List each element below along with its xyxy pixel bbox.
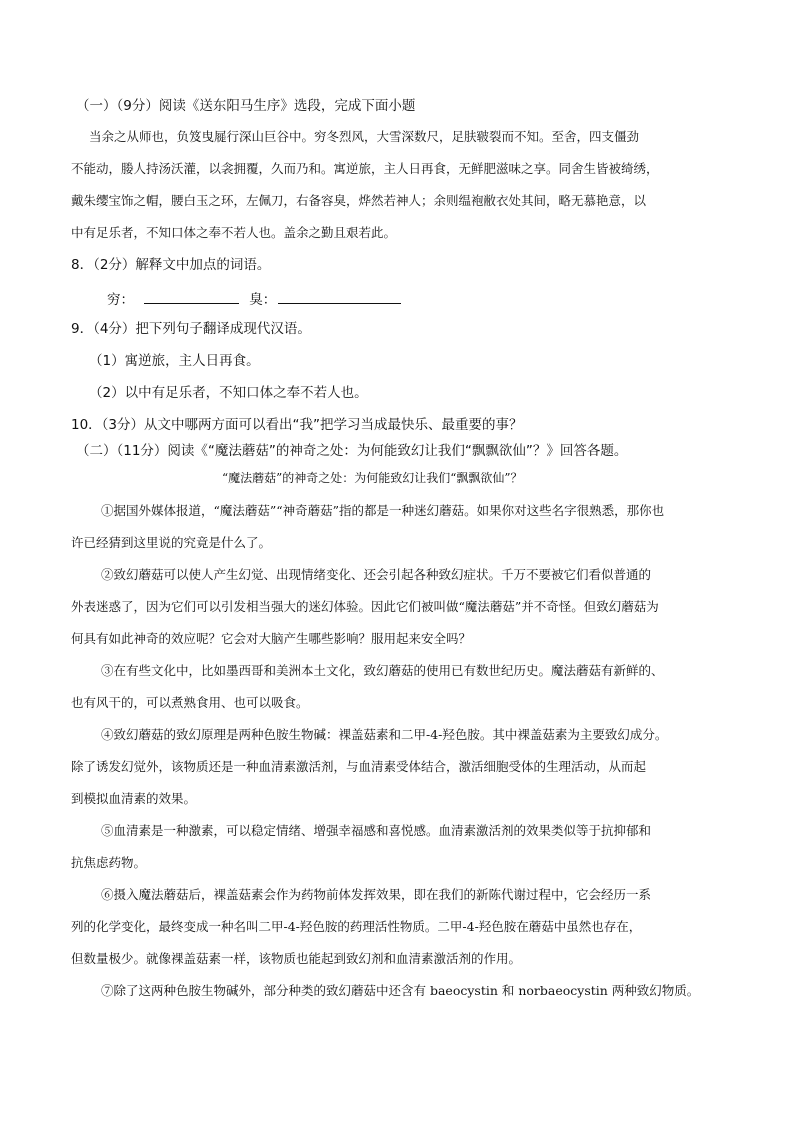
answer-blank[interactable] bbox=[144, 291, 239, 304]
article-line: 许已经猜到这里说的究竟是什么了。 bbox=[71, 535, 272, 550]
question-9-item: （1）寓逆旅，主人日再食。 bbox=[89, 353, 260, 369]
article-line: 何具有如此神奇的效应呢？它会对大脑产生哪些影响？服用起来安全吗？ bbox=[71, 631, 472, 646]
answer-blank[interactable] bbox=[278, 291, 401, 304]
term-xiu-label: 臭： bbox=[249, 292, 277, 308]
article-line: 抗焦虑药物。 bbox=[71, 855, 147, 870]
article-line: 除了诱发幻觉外，该物质还是一种血清素激活剂，与血清素受体结合，激活细胞受体的生理活动，从而起 bbox=[71, 759, 647, 774]
article-line: ④致幻蘑菇的致幻原理是两种色胺生物碱：裸盖菇素和二甲-4-羟色胺。其中裸盖菇素为主要致幻成分。 bbox=[101, 727, 668, 742]
article-title: “魔法蘑菇”的神奇之处：为何能致幻让我们“飘飘欲仙”？ bbox=[222, 471, 523, 485]
question-8: 8．（2分）解释文中加点的词语。 bbox=[71, 257, 271, 273]
term-qiong-label: 穷： bbox=[107, 292, 134, 308]
article-line: ①据国外媒体报道，“魔法蘑菇”“神奇蘑菇”指的都是一种迷幻蘑菇。如果你对这些名字很熟悉，那你也 bbox=[101, 503, 665, 518]
question-9: 9．（4分）把下列句子翻译成现代汉语。 bbox=[71, 321, 311, 337]
article-line: ⑥摄入魔法蘑菇后，裸盖菇素会作为药物前体发挥效果，即在我们的新陈代谢过程中，它会经历一系 bbox=[101, 887, 652, 902]
article-line: 到模拟血清素的效果。 bbox=[71, 791, 197, 806]
article-line: ③在有些文化中，比如墨西哥和美洲本土文化，致幻蘑菇的使用已有数世纪历史。魔法蘑菇有新鲜的、 bbox=[101, 663, 664, 678]
passage-line: 不能动，媵人持汤沃灌，以衾拥覆，久而乃和。寓逆旅，主人日再食，无鲜肥滋味之享。同舍生皆被绮绣， bbox=[71, 161, 659, 176]
article-line: ②致幻蘑菇可以使人产生幻觉、出现情绪变化、还会引起各种致幻症状。千万不要被它们看似普通的 bbox=[101, 567, 652, 582]
passage-line: 中有足乐者，不知口体之奉不若人也。盖余之勤且艰若此。 bbox=[71, 225, 397, 240]
question-10: 10．（3分）从文中哪两方面可以看出“我”把学习当成最快乐、最重要的事？ bbox=[71, 417, 523, 433]
article-line: 但数量极少。就像裸盖菇素一样，该物质也能起到致幻剂和血清素激活剂的作用。 bbox=[71, 951, 522, 966]
article-line: ⑤血清素是一种激素，可以稳定情绪、增强幸福感和喜悦感。血清素激活剂的效果类似等于抗抑郁和 bbox=[101, 823, 652, 838]
question-8-answer-row bbox=[107, 291, 401, 308]
passage-line: 当余之从师也，负笈曳屣行深山巨谷中。穷冬烈风，大雪深数尺，足肤皲裂而不知。至舍，四支僵劲 bbox=[89, 129, 640, 144]
passage-line: 戴朱缨宝饰之帽，腰白玉之环，左佩刀，右备容臭，烨然若神人；余则缊袍敝衣处其间，略无慕艳意，以 bbox=[71, 193, 647, 208]
article-line: 外表迷惑了，因为它们可以引发相当强大的迷幻体验。因此它们被叫做“魔法蘑菇”并不奇怪。但致幻蘑菇为 bbox=[71, 599, 659, 614]
article-line: ⑦除了这两种色胺生物碱外，部分种类的致幻蘑菇中还含有 baeocystin 和 norbaeocystin 两种致幻物质。 bbox=[101, 983, 700, 998]
article-line: 也有风干的，可以煮熟食用、也可以吸食。 bbox=[71, 695, 309, 710]
question-9-item: （2）以中有足乐者，不知口体之奉不若人也。 bbox=[89, 385, 368, 401]
section1-heading: （一）（9分）阅读《送东阳马生序》选段，完成下面小题 bbox=[76, 98, 416, 114]
section2-heading: （二）（11分）阅读《“魔法蘑菇”的神奇之处：为何能致幻让我们“飘飘欲仙”？》回答各题。 bbox=[76, 443, 628, 459]
article-line: 列的化学变化，最终变成一种名叫二甲-4-羟色胺的药理活性物质。二甲-4-羟色胺在蘑菇中虽然也存在， bbox=[71, 919, 642, 934]
